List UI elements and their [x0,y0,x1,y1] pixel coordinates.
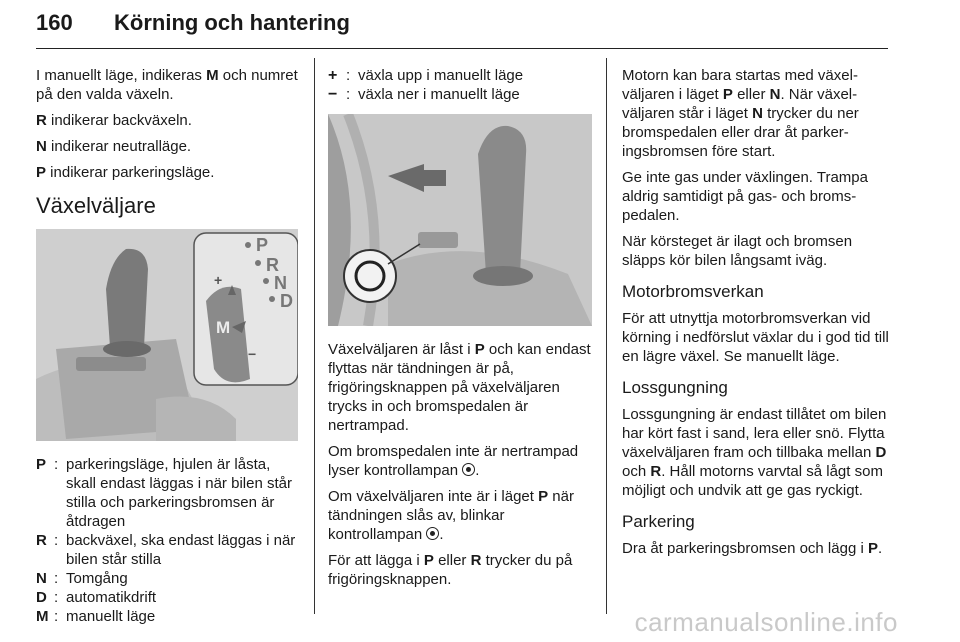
page-header [36,4,888,50]
figure-label: P [256,235,269,255]
brake-lamp-icon [426,527,439,540]
section-heading: Motorbromsverkan [622,282,764,301]
column-divider [606,58,607,614]
minus-legend: − : växla ner i manuellt läge [328,86,520,103]
paragraph: För att lägga i P eller R trycker du på frigöringsknappen. [328,552,573,588]
figure-label: D [280,291,293,311]
section-heading: Lossgungning [622,378,728,397]
paragraph: Lossgungning är endast tillåtet om bilen har kört fast i sand, lera eller snö. Flytta växelväljaren fram och tillbaka mellan D och R. Håll motorns varvtal så lågt som möjligt och undvik att ge gas ryckigt. [622,406,887,499]
section-heading: Växelväljare [36,193,156,218]
plus-legend: + : växla upp i manuellt läge [328,67,524,84]
plus-icon: + [328,67,338,84]
paragraph: Motorn kan bara startas med växelväljaren i läget P eller N. När växelväljaren står i läget N trycker du ner bromspedalen eller drar åt parkeringsbromsen före start. [622,67,859,160]
column-1 [36,66,298,626]
paragraph: Om bromspedalen inte är nertrampad lyser kontrollampan . [328,443,579,479]
gear-selector-illustration [36,229,298,441]
column-3 [622,66,890,565]
legend-list: P : parkeringsläge, hjulen är låsta, skall endast läggas i när bilen står stilla och parkeringsbromsen är åtdragen R : backväxel, ska endast läggas i när bilen står stilla N : Tomgång D : automatikdrift M : manuellt läge [36,456,296,625]
release-button-figure [328,114,592,326]
header-rule [36,48,888,49]
paragraph: Växelväljaren är låst i P och kan endast flyttas när tändningen är på, frigöringsknappen på växelväljaren trycks in och bromspedalen är nertrampad. [328,341,591,434]
paragraph: N indikerar neutralläge. [36,138,192,155]
figure-label: N [274,273,287,293]
paragraph: R indikerar backväxeln. [36,112,192,129]
column-divider [314,58,315,614]
paragraph: När körsteget är ilagt och bromsen släpps kör bilen långsamt iväg. [622,233,853,269]
page-title: Körning och hantering [114,10,350,35]
paragraph: I manuellt läge, indikeras M och numret på den valda växeln. [36,67,298,103]
gear-selector-figure [36,229,298,441]
paragraph: Ge inte gas under växlingen. Trampa aldrig samtidigt på gas- och bromspedalen. [622,169,868,224]
figure-label: − [248,346,257,362]
figure-label: R [266,255,279,275]
brake-lamp-icon [462,463,475,476]
page-number: 160 [36,10,73,35]
paragraph: För att utnyttja motorbromsverkan vid körning i nedförslut växlar du i god tid till en lägre växel. Se manuellt läge. [622,310,889,365]
watermark: carmanualsonline.info [634,607,898,637]
column-2 [328,66,592,596]
minus-icon: − [328,86,338,103]
figure-label: + [214,272,223,288]
section-heading: Parkering [622,512,695,531]
figure-label: M [216,318,231,337]
paragraph: P indikerar parkeringsläge. [36,164,215,181]
paragraph: Dra åt parkeringsbromsen och lägg i P. [622,540,883,557]
release-button-illustration [328,114,592,326]
paragraph: Om växelväljaren inte är i läget P när tändningen slås av, blinkar kontrollampan . [328,488,574,543]
